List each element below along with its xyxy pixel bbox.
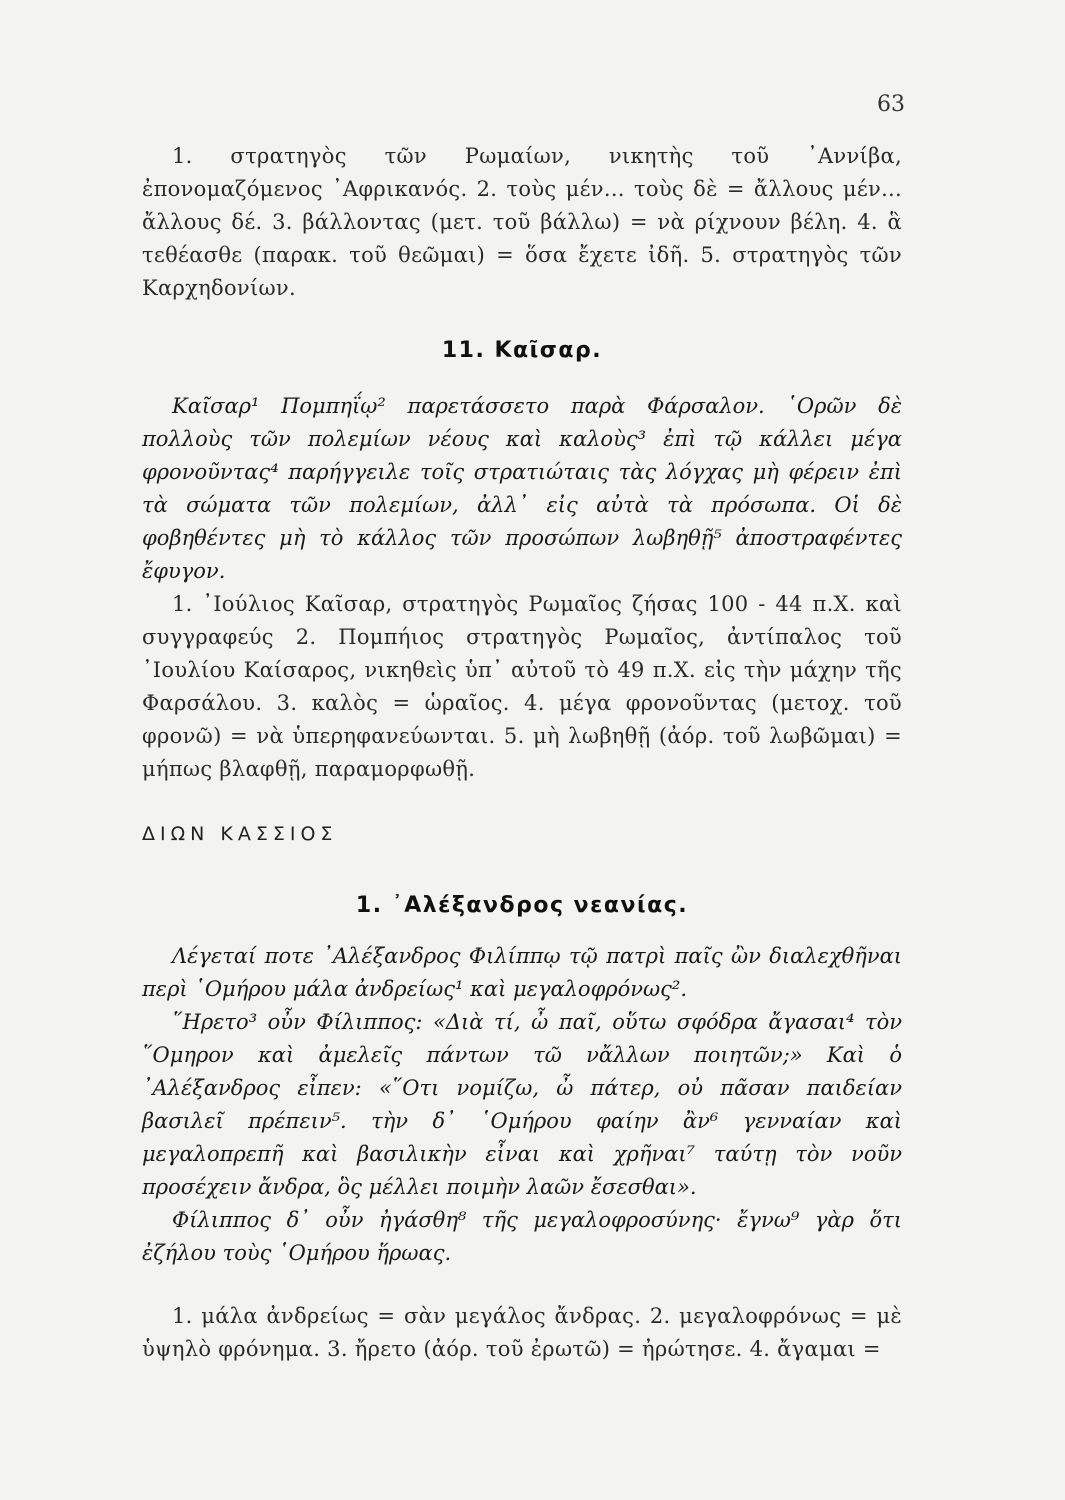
caesar-footnote-paragraph: 1. ᾽Ιούλιος Καῖσαρ, στρατηγὸς Ρωμαῖος ζήσας 100 - 44 π.Χ. καὶ συγγραφεύς 2. Πομπήιος στρατηγὸς Ρωμαῖος, ἀντίπαλος τοῦ ᾽Ιουλίου Καίσαρος, νικηθεὶς ὑπ᾽ αὐτοῦ τὸ 49 π.Χ. εἰς τὴν μάχην τῆς Φαρσάλου. 3. καλὸς = ὡραῖος. 4. μέγα φρονοῦντας (μετοχ. τοῦ φρονῶ) = νὰ ὑπερηφανεύωνται. 5. μὴ λωβηθῇ (ἀόρ. τοῦ λωβῶμαι) = μήπως βλαφθῇ, παραμορφωθῇ. xyxy=(142,592,902,781)
footnote-paragraph: 1. στρατηγὸς τῶν Ρωμαίων, νικητὴς τοῦ ᾽Αννίβα, ἐπονομαζόμενος ᾽Αφρικανός. 2. τοὺς μέν... τοὺς δὲ = ἄλλους μέν... ἄλλους δέ. 3. βάλλοντας (μετ. τοῦ βάλλω) = νὰ ρίχνουν βέλη. 4. ἃ τεθέασθε (παρακ. τοῦ θεῶμαι) = ὅσα ἔχετε ἰδῆ. 5. στρατηγὸς τῶν Καρχηδονίων. xyxy=(142,144,902,300)
footnotes-previous-section xyxy=(142,140,902,305)
section-title-alexander: 1. ᾽Αλέξανδρος νεανίας. xyxy=(355,893,689,918)
author-heading: ΔΙΩΝ ΚΑΣΣΙΟΣ xyxy=(142,823,338,845)
caesar-text xyxy=(142,390,902,588)
alexander-paragraph-3: Φίλιππος δ᾽ οὖν ἠγάσθη⁸ τῆς μεγαλοφροσύνης· ἔγνω⁹ γὰρ ὅτι ἐζήλου τοὺς ῾Ομήρου ἥρωας. xyxy=(142,1208,902,1265)
alexander-text xyxy=(142,940,902,1270)
page-number: 63 xyxy=(877,92,905,117)
caesar-footnotes xyxy=(142,588,902,786)
alexander-paragraph-2: ῞Ηρετο³ οὖν Φίλιππος: «Διὰ τί, ὦ παῖ, οὕτω σφόδρα ἄγασαι⁴ τὸν ῞Ομηρον καὶ ἀμελεῖς πάντων τῶ νἄλλων ποιητῶν;» Καὶ ὁ ᾽Αλέξανδρος εἶπεν: «῞Οτι νομίζω, ὦ πάτερ, οὐ πᾶσαν παιδείαν βασιλεῖ πρέπειν⁵. τὴν δ᾽ ῾Ομήρου φαίην ἂν⁶ γενναίαν καὶ μεγαλοπρεπῆ καὶ βασιλικὴν εἶναι καὶ χρῆναι⁷ ταύτῃ τὸν νοῦν προσέχειν ἄνδρα, ὃς μέλλει ποιμὴν λαῶν ἔσεσθαι». xyxy=(142,1010,902,1199)
caesar-paragraph: Καῖσαρ¹ Πομπηΐῳ² παρετάσσετο παρὰ Φάρσαλον. ῾Ορῶν δὲ πολλοὺς τῶν πολεμίων νέους καὶ καλοὺς³ ἐπὶ τῷ κάλλει μέγα φρονοῦντας⁴ παρήγγειλε τοῖς στρατιώταις τὰς λόγχας μὴ φέρειν ἐπὶ τὰ σώματα τῶν πολεμίων, ἀλλ᾽ εἰς αὐτὰ τὰ πρόσωπα. Οἱ δὲ φοβηθέντες μὴ τὸ κάλλος τῶν προσώπων λωβηθῇ⁵ ἀποστραφέντες ἔφυγον. xyxy=(142,394,902,583)
alexander-paragraph-1: Λέγεταί ποτε ᾽Αλέξανδρος Φιλίππῳ τῷ πατρὶ παῖς ὢν διαλεχθῆναι περὶ ῾Ομήρου μάλα ἀνδρείως¹ καὶ μεγαλοφρόνως². xyxy=(142,944,902,1001)
alexander-footnotes xyxy=(142,1300,902,1366)
alexander-footnote-paragraph: 1. μάλα ἀνδρείως = σὰν μεγάλος ἄνδρας. 2. μεγαλοφρόνως = μὲ ὑψηλὸ φρόνημα. 3. ἤρετο (ἀόρ. τοῦ ἐρωτῶ) = ἠρώτησε. 4. ἄγαμαι = xyxy=(142,1304,902,1361)
section-title-caesar: 11. Καῖσαρ. xyxy=(441,338,603,363)
